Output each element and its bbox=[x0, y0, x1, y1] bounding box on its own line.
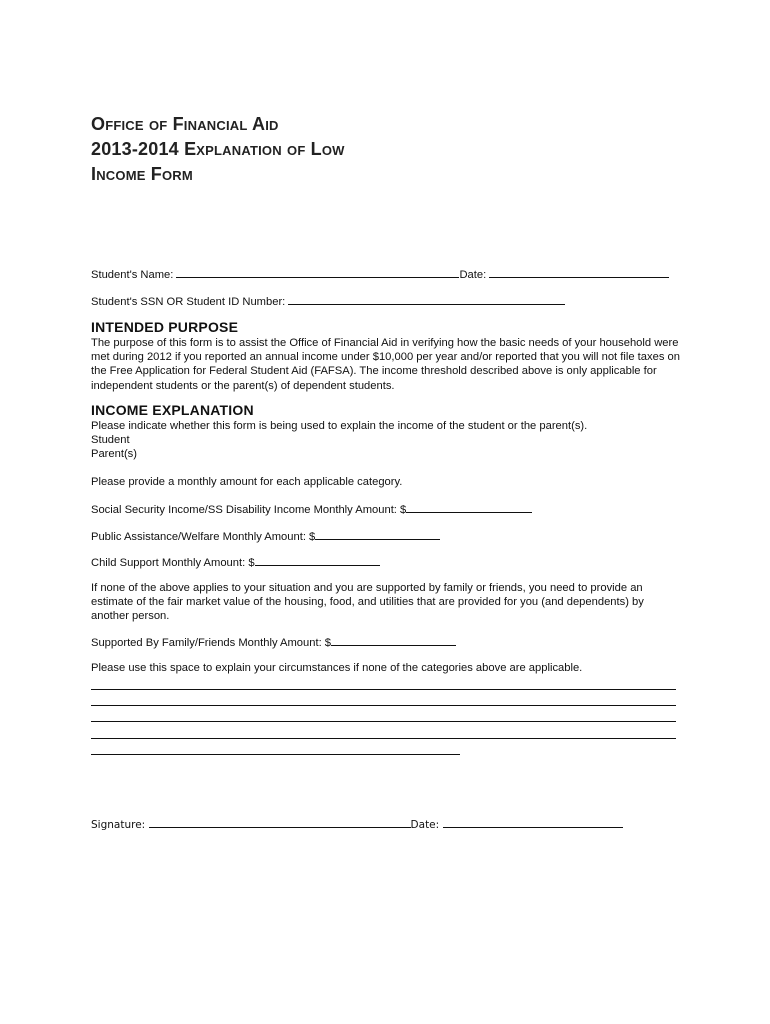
explanation-line-3[interactable] bbox=[91, 721, 676, 722]
signature-label: Signature: bbox=[91, 819, 146, 831]
student-name-field[interactable] bbox=[176, 266, 459, 278]
family-support-label: Supported By Family/Friends Monthly Amount: $ bbox=[91, 637, 332, 649]
student-id-label: Student's SSN OR Student ID Number: bbox=[91, 296, 286, 308]
ss-income-field[interactable] bbox=[406, 501, 532, 513]
student-name-label: Student's Name: bbox=[91, 269, 174, 281]
welfare-row bbox=[91, 528, 440, 544]
student-date-field[interactable] bbox=[489, 266, 669, 278]
explanation-line-1[interactable] bbox=[91, 689, 676, 690]
form-title bbox=[91, 112, 345, 187]
student-id-row bbox=[91, 293, 565, 309]
signature-date-field[interactable] bbox=[443, 816, 623, 828]
welfare-label: Public Assistance/Welfare Monthly Amount: $ bbox=[91, 531, 316, 543]
student-id-field[interactable] bbox=[288, 293, 565, 305]
intended-purpose-heading: INTENDED PURPOSE bbox=[91, 319, 239, 335]
option-student[interactable]: Student bbox=[91, 434, 130, 446]
title-line-3: Income Form bbox=[91, 164, 193, 184]
welfare-field[interactable] bbox=[315, 528, 440, 540]
explanation-line-4[interactable] bbox=[91, 738, 676, 739]
none-apply-text: If none of the above applies to your situation and you are supported by family or friends, you need to provide an estimate of the fair market value of the housing, food, and utilities that are provided for you (and dependents) by another person. bbox=[91, 582, 644, 623]
student-date-label: Date: bbox=[459, 269, 487, 281]
title-line-2: 2013-2014 Explanation of Low bbox=[91, 139, 345, 159]
monthly-prompt: Please provide a monthly amount for each applicable category. bbox=[91, 476, 403, 488]
family-support-row bbox=[91, 634, 456, 650]
income-instruction: Please indicate whether this form is being used to explain the income of the student or the parent(s). bbox=[91, 420, 588, 432]
signature-date-label: Date: bbox=[410, 819, 440, 831]
explain-prompt: Please use this space to explain your circumstances if none of the categories above are applicable. bbox=[91, 662, 583, 674]
ss-income-label: Social Security Income/SS Disability Income Monthly Amount: $ bbox=[91, 504, 407, 516]
child-support-label: Child Support Monthly Amount: $ bbox=[91, 557, 255, 569]
signature-field[interactable] bbox=[149, 816, 411, 828]
explanation-line-2[interactable] bbox=[91, 705, 676, 706]
student-name-row bbox=[91, 266, 669, 282]
explanation-line-5[interactable] bbox=[91, 754, 460, 755]
income-explanation-heading: INCOME EXPLANATION bbox=[91, 402, 254, 418]
child-support-row bbox=[91, 554, 380, 570]
signature-row bbox=[91, 816, 623, 831]
title-line-1: Office of Financial Aid bbox=[91, 114, 279, 134]
ss-income-row bbox=[91, 501, 532, 517]
intended-purpose-body: The purpose of this form is to assist the Office of Financial Aid in verifying how the basic needs of your household were met during 2012 if you reported an annual income under $10,000 per year and/or reported that you will not file taxes on the Free Application for Federal Student Aid (FAFSA). The income threshold described above is only applicable for independent students or the parent(s) of dependent students. bbox=[91, 337, 680, 392]
family-support-field[interactable] bbox=[331, 634, 456, 646]
child-support-field[interactable] bbox=[255, 554, 380, 566]
option-parents[interactable]: Parent(s) bbox=[91, 448, 138, 460]
